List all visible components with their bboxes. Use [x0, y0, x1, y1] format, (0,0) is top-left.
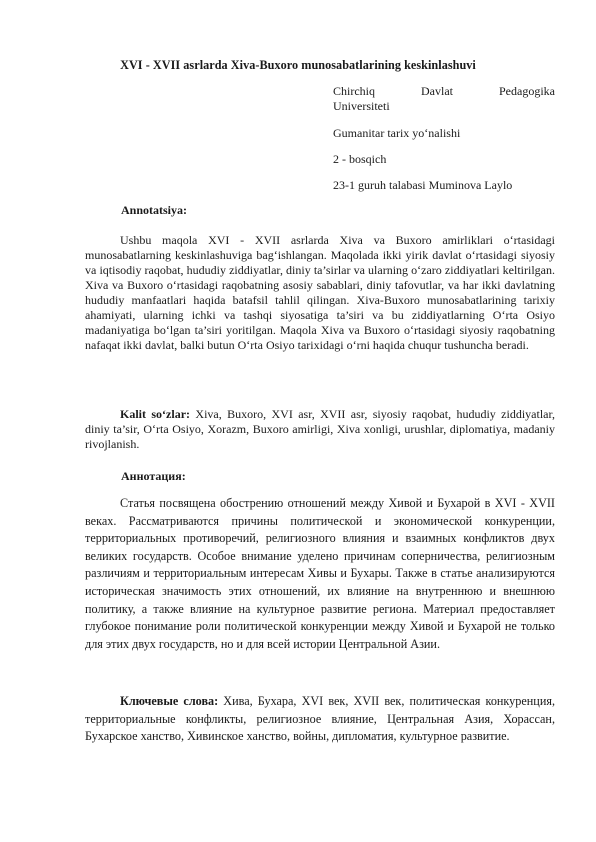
- article-title: XVI - XVII asrlarda Xiva-Buxoro munosabatlarining keskinlashuvi: [120, 58, 476, 72]
- university-word-2: Davlat: [421, 84, 453, 98]
- affiliation-author: 23-1 guruh talabasi Muminova Laylo: [333, 178, 513, 192]
- affiliation-department: Gumanitar tarix yo‘nalishi: [333, 126, 461, 140]
- keywords-ru-label: Ключевые слова:: [120, 694, 219, 708]
- keywords-ru: [85, 693, 555, 746]
- university-word-3: Pedagogika: [499, 84, 555, 98]
- university-word-4: Universiteti: [333, 98, 390, 113]
- affiliation-university: [333, 84, 555, 113]
- university-word-1: Chirchiq: [333, 84, 375, 98]
- keywords-ru-text: Хива, Бухара, XVI век, XVII век, политическая конкуренция, территориальные конфликты, религиозное влияние, Центральная Азия, Хорассан, Бухарское ханство, Хивинское ханство, войны, дипломатия, культурное развитие.: [85, 694, 556, 744]
- keywords-uz: [85, 407, 555, 452]
- affiliation-stage: 2 - bosqich: [333, 152, 387, 166]
- annotation-uz-heading: Annotatsiya:: [121, 203, 188, 217]
- keywords-uz-label: Kalit so‘zlar:: [120, 407, 191, 421]
- annotation-uz-text: Ushbu maqola XVI - XVII asrlarda Xiva va Buxoro amirliklari o‘rtasidagi munosabatlarning keskinlashuviga bag‘ishlangan. Maqolada ikki yirik davlat o‘rtasidagi siyosiy va iqtisodiy raqobat, hududiy ziddiyatlar, diniy ta’sirlar va ularning o‘zaro ziddiyatlari keltirilgan. Xiva va Buxoro o‘rtasidagi raqobatning asosiy sabablari, diniy tafovutlar, va har ikki davlatning hududiy manfaatlari haqida batafsil tahlil qilingan. Xiva-Buxoro munosabatlarining tarixiy ahamiyati, ularning ichki va tashqi siyosatiga ta’siri va bu ziddiyatlarning O‘rta Osiyo madaniyatiga bo‘lgan ta’siri yoritilgan. Maqola Xiva va Buxoro o‘rtasidagi siyosiy raqobatning nafaqat ikki davlat, balki butun O‘rta Osiyo tarixidagi o‘rni haqida chuqur tushuncha beradi.: [85, 233, 555, 352]
- affiliation-university-line: [333, 84, 555, 99]
- keywords-uz-text: Xiva, Buxoro, XVI asr, XVII asr, siyosiy raqobat, hududiy ziddiyatlar, diniy ta’sir, O‘rta Osiyo, Xorazm, Buxoro amirligi, Xiva xonligi, urushlar, diplomatiya, madaniy rivojlanish.: [85, 407, 555, 451]
- annotation-ru-heading: Аннотация:: [121, 469, 186, 483]
- annotation-ru-text: Статья посвящена обострению отношений между Хивой и Бухарой в XVI - XVII веках. Рассматриваются причины политической и экономической конкуренции, территориальных противоречий, религиозного влияния и взаимных конфликтов двух великих государств. Особое внимание уделено причинам соперничества, религиозным различиям и территориальным интересам Хивы и Бухары. Также в статье анализируются историческая значимость этих отношений, их влияние на внутреннюю и внешнюю политику, а также влияние на культурное развитие региона. Материал предоставляет глубокое понимание роли политической конкуренции между Хивой и Бухарой не только для этих двух государств, но и для всей истории Центральной Азии.: [85, 496, 555, 651]
